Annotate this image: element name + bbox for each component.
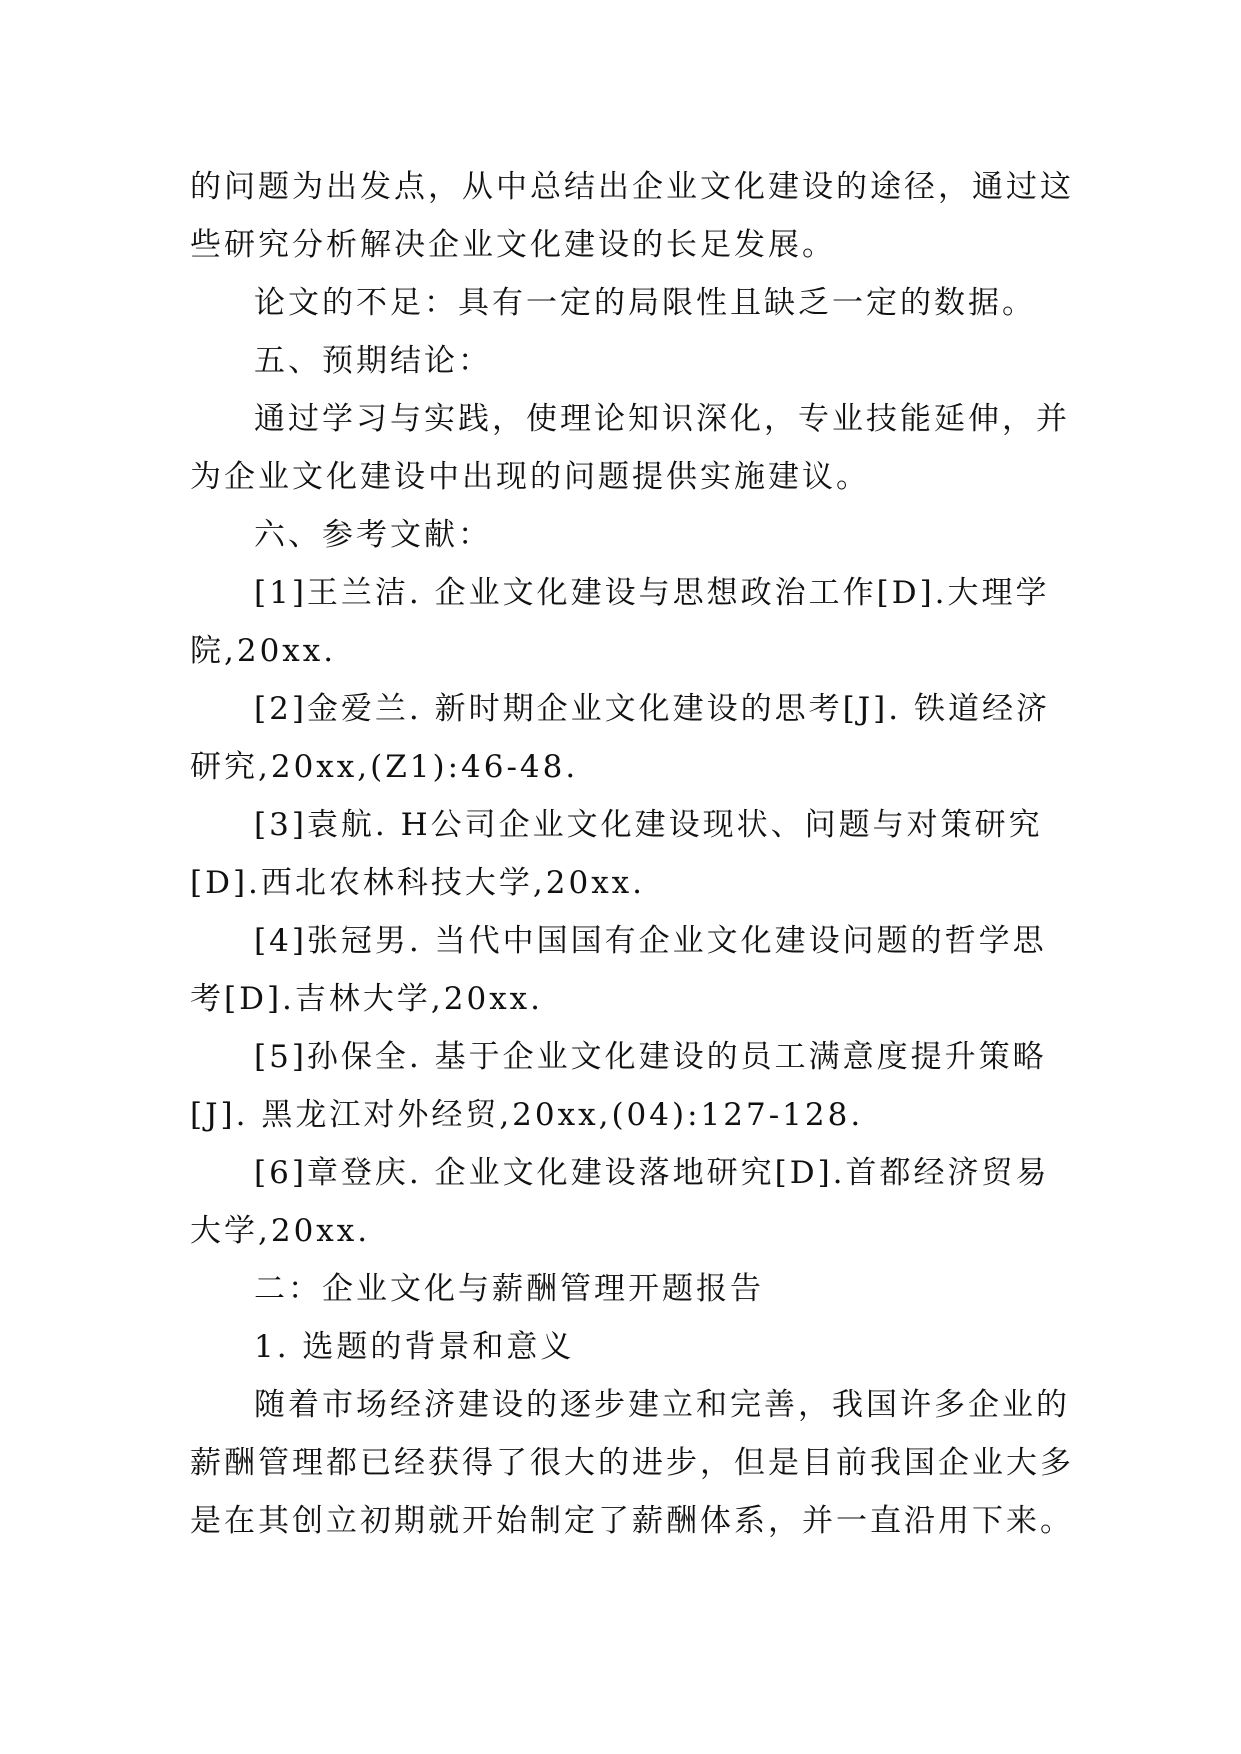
text-line: [J]. 黑龙江对外经贸,20xx,(04):127-128.	[190, 1097, 864, 1133]
text-line: 考[D].吉林大学,20xx.	[190, 981, 544, 1017]
text-line: 通过学习与实践，使理论知识深化，专业技能延伸，并	[254, 401, 1070, 437]
text-line: 1. 选题的背景和意义	[254, 1329, 575, 1365]
text-line: 二：企业文化与薪酬管理开题报告	[254, 1271, 764, 1307]
text-line: 是在其创立初期就开始制定了薪酬体系，并一直沿用下来。	[190, 1503, 1074, 1539]
text-line: 六、参考文献：	[254, 517, 492, 553]
text-line: 随着市场经济建设的逐步建立和完善，我国许多企业的	[254, 1387, 1070, 1423]
text-line: [3]袁航. H公司企业文化建设现状、问题与对策研究	[254, 807, 1043, 843]
text-line: 些研究分析解决企业文化建设的长足发展。	[190, 227, 836, 263]
text-line: 为企业文化建设中出现的问题提供实施建议。	[190, 459, 870, 495]
text-line: 五、预期结论：	[254, 343, 492, 379]
text-line: [1]王兰洁. 企业文化建设与思想政治工作[D].大理学	[254, 575, 1050, 611]
text-line: 薪酬管理都已经获得了很大的进步，但是目前我国企业大多	[190, 1445, 1074, 1481]
text-line: 大学,20xx.	[190, 1213, 371, 1249]
text-line: [4]张冠男. 当代中国国有企业文化建设问题的哲学思	[254, 923, 1047, 959]
text-line: 院,20xx.	[190, 633, 337, 669]
document-body	[190, 158, 1074, 1550]
text-line: [D].西北农林科技大学,20xx.	[190, 865, 646, 901]
text-line: [6]章登庆. 企业文化建设落地研究[D].首都经济贸易	[254, 1155, 1050, 1191]
text-line: [5]孙保全. 基于企业文化建设的员工满意度提升策略	[254, 1039, 1047, 1075]
text-line: 的问题为出发点，从中总结出企业文化建设的途径，通过这	[190, 169, 1074, 205]
text-line: 研究,20xx,(Z1):46-48.	[190, 749, 579, 785]
text-line: 论文的不足：具有一定的局限性且缺乏一定的数据。	[254, 285, 1036, 321]
text-line: [2]金爱兰. 新时期企业文化建设的思考[J]. 铁道经济	[254, 691, 1050, 727]
